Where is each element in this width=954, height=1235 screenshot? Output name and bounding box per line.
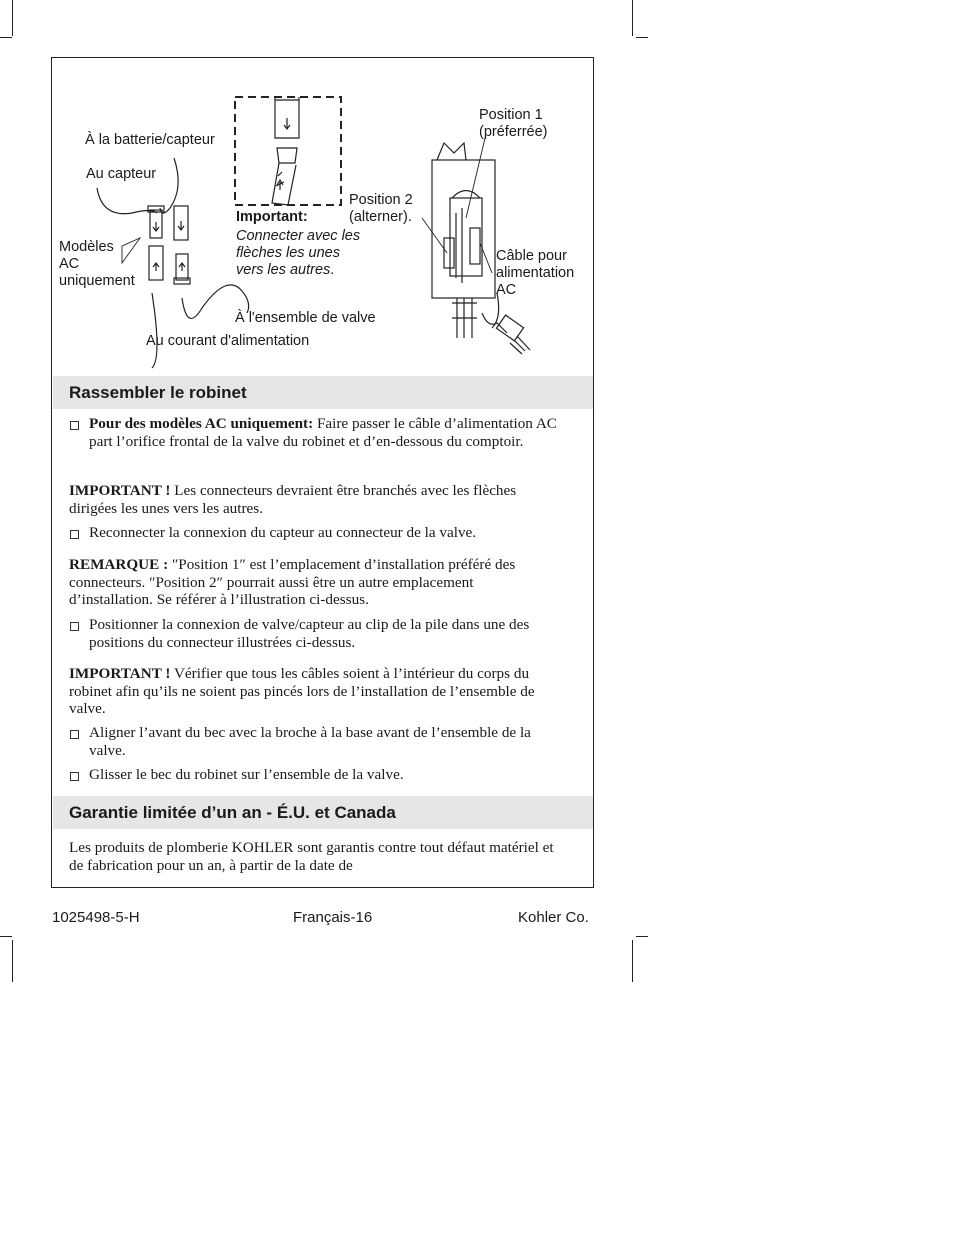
checkbox-icon bbox=[70, 730, 79, 739]
footer-company: Kohler Co. bbox=[518, 909, 589, 926]
remark-text: ″Position 1″ est l’emplacement d’installation préféré des connecteurs. ″Position 2″ pourrait aussi être un autre emplacement d’installation. Se référer à l’illustration ci-dessus. bbox=[69, 556, 516, 608]
important-note bbox=[69, 665, 559, 718]
remark-note bbox=[69, 556, 559, 609]
important-label: IMPORTANT ! bbox=[69, 482, 171, 499]
label-important-dot: . bbox=[330, 262, 335, 278]
crop-mark bbox=[632, 940, 633, 982]
label-cable: Câble pour bbox=[496, 248, 567, 264]
important-text: Vérifier que tous les câbles soient à l’intérieur du corps du robinet afin qu’ils ne soient pas pincés lors de l’installation de l’ensemble de valve. bbox=[69, 665, 535, 717]
label-important-l3 bbox=[236, 262, 334, 279]
label-position1: Position 1 bbox=[479, 107, 543, 123]
section-title-assemble: Rassembler le robinet bbox=[69, 383, 247, 402]
checkbox-icon bbox=[70, 622, 79, 631]
bullet-text: Faire passer le câble d’alimentation AC part l’orifice frontal de la valve du robinet et d’en-dessous du comptoir. bbox=[89, 415, 557, 450]
connector-illustration bbox=[52, 58, 593, 376]
label-cable-3: AC bbox=[496, 282, 517, 298]
footer-doc-number: 1025498-5-H bbox=[52, 909, 140, 926]
label-models-ac-2: AC bbox=[59, 256, 80, 272]
label-battery-sensor: À la batterie/capteur bbox=[85, 132, 215, 148]
checkbox-icon bbox=[70, 772, 79, 781]
checkbox-icon bbox=[70, 421, 79, 430]
bullet-bold: Pour des modèles AC uniquement: bbox=[89, 415, 314, 432]
crop-mark bbox=[0, 37, 12, 38]
section-title-warranty: Garantie limitée d’un an - É.U. et Canada bbox=[69, 803, 396, 822]
label-important-l3-text: vers les autres bbox=[236, 262, 331, 278]
list-item bbox=[69, 415, 559, 450]
important-label: IMPORTANT ! bbox=[69, 665, 171, 682]
label-to-sensor: Au capteur bbox=[86, 166, 157, 182]
label-cable-2: alimentation bbox=[496, 265, 575, 281]
bullet-text: Aligner l’avant du bec avec la broche à la base avant de l’ensemble de la valve. bbox=[89, 724, 531, 759]
footer-page-number: Français-16 bbox=[293, 909, 373, 926]
section-header-assemble bbox=[53, 376, 593, 409]
checkbox-icon bbox=[70, 530, 79, 539]
label-models-ac: Modèles bbox=[59, 239, 114, 255]
label-important-title: Important: bbox=[236, 209, 308, 225]
crop-mark bbox=[636, 936, 648, 937]
crop-mark bbox=[12, 940, 13, 982]
bullet-text: Positionner la connexion de valve/capteur au clip de la pile dans une des positions du connecteur illustrées ci-dessus. bbox=[89, 616, 530, 651]
crop-mark bbox=[632, 0, 633, 36]
section-header-warranty bbox=[53, 796, 593, 829]
crop-mark bbox=[12, 0, 13, 36]
crop-mark bbox=[636, 37, 648, 38]
bullet-text: Reconnecter la connexion du capteur au connecteur de la valve. bbox=[89, 524, 477, 541]
list-item bbox=[69, 724, 559, 759]
important-note bbox=[69, 482, 559, 517]
label-position1-sub: (préferrée) bbox=[479, 124, 548, 140]
warranty-text: Les produits de plomberie KOHLER sont garantis contre tout défaut matériel et de fabrication pour un an, à partir de la date de bbox=[69, 839, 554, 874]
list-item bbox=[69, 766, 559, 784]
label-valve-assembly: À l'ensemble de valve bbox=[235, 310, 376, 326]
label-important-l2: flèches les unes bbox=[236, 245, 340, 261]
important-text: Les connecteurs devraient être branchés avec les flèches dirigées les unes vers les autres. bbox=[69, 482, 517, 517]
crop-mark bbox=[0, 936, 12, 937]
bullet-text: Glisser le bec du robinet sur l’ensemble de la valve. bbox=[89, 766, 404, 783]
label-power-current: Au courant d'alimentation bbox=[146, 333, 310, 349]
list-item bbox=[69, 524, 559, 542]
content-frame bbox=[51, 57, 594, 888]
remark-label: REMARQUE : bbox=[69, 556, 169, 573]
list-item bbox=[69, 616, 559, 651]
label-position2-sub: (alterner). bbox=[349, 209, 412, 225]
label-important-l1: Connecter avec les bbox=[236, 228, 361, 244]
label-position2: Position 2 bbox=[349, 192, 413, 208]
label-models-ac-3: uniquement bbox=[59, 273, 135, 289]
